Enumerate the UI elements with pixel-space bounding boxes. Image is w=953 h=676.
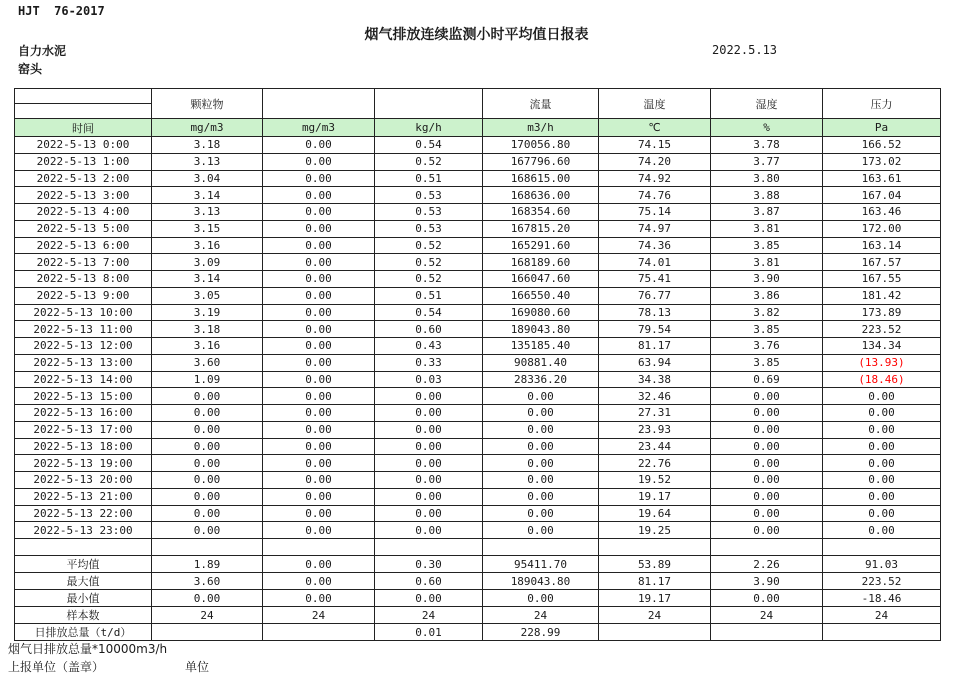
report-date: 2022.5.13 [712,43,778,57]
summary-value-cell: 0.00 [152,590,263,607]
column-group-header: 湿度 [711,89,823,119]
value-cell: 63.94 [599,354,711,371]
time-cell: 2022-5-13 15:00 [15,388,152,405]
value-cell: 19.25 [599,522,711,539]
time-cell: 2022-5-13 17:00 [15,421,152,438]
value-cell: 0.00 [823,505,941,522]
value-cell: 0.00 [375,405,483,422]
value-cell: 168615.00 [483,170,599,187]
time-cell: 2022-5-13 7:00 [15,254,152,271]
value-cell: 0.00 [263,354,375,371]
value-cell: 0.43 [375,338,483,355]
header-corner-bottom [15,104,152,119]
time-cell: 2022-5-13 0:00 [15,137,152,154]
summary-row [15,607,941,624]
time-cell: 2022-5-13 9:00 [15,287,152,304]
time-cell: 2022-5-13 21:00 [15,488,152,505]
value-cell: 163.46 [823,204,941,221]
value-cell: 76.77 [599,287,711,304]
summary-row [15,624,941,641]
value-cell: 74.92 [599,170,711,187]
table-row [15,338,941,355]
value-cell: 0.00 [152,438,263,455]
value-cell: 3.09 [152,254,263,271]
summary-value-cell: 24 [152,607,263,624]
value-cell: 0.00 [152,388,263,405]
value-cell: 0.00 [375,388,483,405]
summary-value-cell [711,624,823,641]
value-cell: 0.00 [375,438,483,455]
table-row [15,388,941,405]
value-cell: 0.00 [823,522,941,539]
value-cell: 163.14 [823,237,941,254]
summary-row [15,573,941,590]
column-group-header: 温度 [599,89,711,119]
value-cell: 0.00 [711,455,823,472]
value-cell: 3.05 [152,287,263,304]
value-cell: 0.00 [263,254,375,271]
summary-value-cell: 1.89 [152,556,263,573]
time-cell: 2022-5-13 18:00 [15,438,152,455]
value-cell: 0.00 [263,153,375,170]
summary-value-cell [152,624,263,641]
value-cell: 22.76 [599,455,711,472]
time-cell: 2022-5-13 19:00 [15,455,152,472]
table-row [15,220,941,237]
value-cell: 0.00 [152,421,263,438]
value-cell: 78.13 [599,304,711,321]
value-cell: 0.00 [823,455,941,472]
time-column-header: 时间 [15,119,152,137]
table-row [15,438,941,455]
value-cell: 3.14 [152,271,263,288]
value-cell: 181.42 [823,287,941,304]
value-cell: 0.00 [263,388,375,405]
value-cell: 0.00 [483,522,599,539]
value-cell: 0.00 [263,338,375,355]
value-cell: 0.51 [375,170,483,187]
value-cell: 0.00 [823,405,941,422]
summary-value-cell: 24 [483,607,599,624]
value-cell: 0.00 [263,304,375,321]
value-cell: 0.00 [263,321,375,338]
value-cell: 0.00 [375,472,483,489]
table-row [15,254,941,271]
value-cell: 0.00 [152,455,263,472]
table-row [15,170,941,187]
value-cell: 0.00 [375,455,483,472]
summary-value-cell: 19.17 [599,590,711,607]
value-cell: 170056.80 [483,137,599,154]
value-cell: 0.53 [375,187,483,204]
header-corner-top [15,89,152,104]
value-cell: 3.13 [152,204,263,221]
time-cell: 2022-5-13 22:00 [15,505,152,522]
value-cell: 0.00 [263,287,375,304]
value-cell: 0.00 [483,505,599,522]
value-cell: 0.00 [263,505,375,522]
time-cell: 2022-5-13 10:00 [15,304,152,321]
value-cell: 3.77 [711,153,823,170]
value-cell: 0.00 [263,220,375,237]
value-cell: 0.00 [263,204,375,221]
table-row [15,287,941,304]
summary-value-cell: 24 [375,607,483,624]
value-cell: 0.54 [375,304,483,321]
table-row [15,472,941,489]
value-cell: 0.51 [375,287,483,304]
value-cell: 3.90 [711,271,823,288]
time-cell: 2022-5-13 13:00 [15,354,152,371]
value-cell: 167.55 [823,271,941,288]
value-cell: 3.88 [711,187,823,204]
value-cell: 0.00 [711,505,823,522]
value-cell: 0.00 [375,505,483,522]
value-cell: 189043.80 [483,321,599,338]
summary-label: 最小值 [15,590,152,607]
value-cell: 0.00 [263,472,375,489]
table-row [15,137,941,154]
summary-value-cell: 95411.70 [483,556,599,573]
value-cell: 0.52 [375,237,483,254]
value-cell: 166047.60 [483,271,599,288]
value-cell: 223.52 [823,321,941,338]
table-row [15,204,941,221]
table-row [15,237,941,254]
value-cell: 3.60 [152,354,263,371]
report-table [14,88,941,641]
value-cell: 0.00 [483,388,599,405]
value-cell: 0.00 [263,137,375,154]
page-title: 烟气排放连续监测小时平均值日报表 [364,27,589,43]
summary-value-cell: 24 [711,607,823,624]
value-cell: 173.02 [823,153,941,170]
value-cell: 3.85 [711,321,823,338]
unit-cell: Pa [823,119,941,137]
summary-row [15,556,941,573]
value-cell: 3.76 [711,338,823,355]
time-cell: 2022-5-13 8:00 [15,271,152,288]
unit-label: 单位 [185,660,210,674]
time-cell: 2022-5-13 11:00 [15,321,152,338]
table-row [15,371,941,388]
value-cell: 0.00 [823,421,941,438]
monitor-point: 窑头 [18,62,43,76]
value-cell: 19.64 [599,505,711,522]
summary-value-cell: -18.46 [823,590,941,607]
value-cell: 0.00 [152,405,263,422]
value-cell: 81.17 [599,338,711,355]
value-cell: 74.15 [599,137,711,154]
column-group-header: 流量 [483,89,599,119]
value-cell: (18.46) [823,371,941,388]
value-cell: 28336.20 [483,371,599,388]
value-cell: 74.76 [599,187,711,204]
value-cell: 163.61 [823,170,941,187]
value-cell: 0.00 [152,505,263,522]
unit-cell: ℃ [599,119,711,137]
value-cell: 0.00 [263,522,375,539]
unit-cell: m3/h [483,119,599,137]
time-cell: 2022-5-13 20:00 [15,472,152,489]
value-cell: 3.82 [711,304,823,321]
table-row [15,354,941,371]
summary-value-cell: 3.60 [152,573,263,590]
time-cell: 2022-5-13 2:00 [15,170,152,187]
summary-label: 最大值 [15,573,152,590]
value-cell: 0.52 [375,153,483,170]
time-cell: 2022-5-13 4:00 [15,204,152,221]
value-cell: 0.00 [375,421,483,438]
value-cell: 19.52 [599,472,711,489]
value-cell: 3.13 [152,153,263,170]
value-cell: 3.15 [152,220,263,237]
value-cell: 0.00 [711,522,823,539]
value-cell: 0.00 [375,488,483,505]
table-row [15,271,941,288]
summary-value-cell: 2.26 [711,556,823,573]
table-row [15,304,941,321]
value-cell: 167796.60 [483,153,599,170]
spacer-row [15,539,941,556]
value-cell: 0.00 [823,388,941,405]
summary-value-cell: 81.17 [599,573,711,590]
value-cell: 0.33 [375,354,483,371]
value-cell: 3.78 [711,137,823,154]
value-cell: 75.41 [599,271,711,288]
value-cell: 3.85 [711,237,823,254]
value-cell: 34.38 [599,371,711,388]
value-cell: 0.53 [375,220,483,237]
table-row [15,488,941,505]
value-cell: 3.86 [711,287,823,304]
value-cell: 3.18 [152,137,263,154]
summary-value-cell: 0.00 [263,590,375,607]
time-cell: 2022-5-13 23:00 [15,522,152,539]
table-row [15,321,941,338]
value-cell: 1.09 [152,371,263,388]
value-cell: 135185.40 [483,338,599,355]
value-cell: 0.00 [263,271,375,288]
value-cell: 167.04 [823,187,941,204]
summary-value-cell: 0.00 [711,590,823,607]
summary-label: 样本数 [15,607,152,624]
column-group-header [375,89,483,119]
empty-cell [823,539,941,556]
summary-value-cell: 0.00 [375,590,483,607]
value-cell: 27.31 [599,405,711,422]
value-cell: 169080.60 [483,304,599,321]
table-row [15,455,941,472]
value-cell: 0.00 [263,421,375,438]
report-unit-label: 上报单位（盖章） [8,660,105,674]
value-cell: 3.04 [152,170,263,187]
value-cell: 0.00 [263,170,375,187]
value-cell: 0.00 [152,472,263,489]
empty-cell [711,539,823,556]
summary-value-cell: 3.90 [711,573,823,590]
value-cell: 168354.60 [483,204,599,221]
value-cell: 0.00 [152,522,263,539]
value-cell: 0.00 [263,438,375,455]
value-cell: 0.00 [263,371,375,388]
summary-value-cell [599,624,711,641]
value-cell: 90881.40 [483,354,599,371]
value-cell: 74.01 [599,254,711,271]
value-cell: 3.14 [152,187,263,204]
time-cell: 2022-5-13 1:00 [15,153,152,170]
summary-value-cell: 24 [263,607,375,624]
value-cell: 0.00 [823,488,941,505]
table-row [15,522,941,539]
value-cell: 0.53 [375,204,483,221]
value-cell: 74.20 [599,153,711,170]
value-cell: 0.00 [263,237,375,254]
empty-cell [375,539,483,556]
value-cell: 0.54 [375,137,483,154]
value-cell: 168636.00 [483,187,599,204]
value-cell: 3.18 [152,321,263,338]
value-cell: 0.52 [375,254,483,271]
value-cell: 0.00 [483,405,599,422]
summary-value-cell: 24 [599,607,711,624]
summary-value-cell: 24 [823,607,941,624]
value-cell: 0.52 [375,271,483,288]
value-cell: 168189.60 [483,254,599,271]
empty-cell [152,539,263,556]
value-cell: 0.00 [823,438,941,455]
value-cell: 0.00 [483,455,599,472]
value-cell: 165291.60 [483,237,599,254]
value-cell: 166.52 [823,137,941,154]
value-cell: 3.16 [152,237,263,254]
company-name: 自力水泥 [18,44,67,58]
empty-cell [599,539,711,556]
empty-cell [15,539,152,556]
value-cell: 0.00 [711,405,823,422]
value-cell: 3.16 [152,338,263,355]
summary-value-cell: 0.30 [375,556,483,573]
summary-value-cell: 0.00 [263,556,375,573]
column-group-header: 压力 [823,89,941,119]
value-cell: 0.00 [483,488,599,505]
value-cell: 0.00 [823,472,941,489]
table-row [15,187,941,204]
value-cell: 0.00 [483,472,599,489]
standard-code: HJT 76-2017 [18,4,105,18]
value-cell: 0.00 [152,488,263,505]
summary-value-cell: 223.52 [823,573,941,590]
value-cell: 32.46 [599,388,711,405]
value-cell: 0.00 [711,472,823,489]
value-cell: 0.00 [263,405,375,422]
value-cell: 0.03 [375,371,483,388]
value-cell: 3.81 [711,220,823,237]
value-cell: 173.89 [823,304,941,321]
value-cell: 75.14 [599,204,711,221]
summary-value-cell [263,624,375,641]
summary-value-cell: 0.60 [375,573,483,590]
value-cell: 3.87 [711,204,823,221]
table-row [15,153,941,170]
value-cell: 0.00 [375,522,483,539]
value-cell: 19.17 [599,488,711,505]
table-row [15,405,941,422]
summary-value-cell: 0.00 [483,590,599,607]
value-cell: 23.93 [599,421,711,438]
column-group-header: 颗粒物 [152,89,263,119]
value-cell: 166550.40 [483,287,599,304]
value-cell: 0.00 [263,187,375,204]
value-cell: 74.36 [599,237,711,254]
value-cell: 0.69 [711,371,823,388]
value-cell: 23.44 [599,438,711,455]
value-cell: 134.34 [823,338,941,355]
summary-label: 日排放总量（t/d） [15,624,152,641]
summary-value-cell: 91.03 [823,556,941,573]
footer-note: 烟气日排放总量*10000m3/h [8,642,168,656]
value-cell: 167815.20 [483,220,599,237]
time-cell: 2022-5-13 5:00 [15,220,152,237]
value-cell: 0.00 [711,421,823,438]
table-row [15,505,941,522]
empty-cell [483,539,599,556]
unit-cell: kg/h [375,119,483,137]
unit-cell: % [711,119,823,137]
value-cell: 0.00 [483,421,599,438]
unit-cell: mg/m3 [152,119,263,137]
value-cell: 79.54 [599,321,711,338]
value-cell: 3.85 [711,354,823,371]
column-group-header [263,89,375,119]
empty-cell [263,539,375,556]
time-cell: 2022-5-13 14:00 [15,371,152,388]
time-cell: 2022-5-13 12:00 [15,338,152,355]
unit-cell: mg/m3 [263,119,375,137]
summary-label: 平均值 [15,556,152,573]
value-cell: 0.00 [711,488,823,505]
value-cell: 3.81 [711,254,823,271]
time-cell: 2022-5-13 16:00 [15,405,152,422]
value-cell: 167.57 [823,254,941,271]
summary-value-cell: 53.89 [599,556,711,573]
summary-value-cell [823,624,941,641]
value-cell: 3.19 [152,304,263,321]
value-cell: 0.00 [711,438,823,455]
value-cell: 0.60 [375,321,483,338]
value-cell: 0.00 [483,438,599,455]
value-cell: (13.93) [823,354,941,371]
value-cell: 0.00 [263,488,375,505]
time-cell: 2022-5-13 6:00 [15,237,152,254]
value-cell: 172.00 [823,220,941,237]
value-cell: 0.00 [263,455,375,472]
value-cell: 0.00 [711,388,823,405]
summary-value-cell: 189043.80 [483,573,599,590]
table-row [15,421,941,438]
summary-value-cell: 0.01 [375,624,483,641]
value-cell: 74.97 [599,220,711,237]
summary-value-cell: 0.00 [263,573,375,590]
value-cell: 3.80 [711,170,823,187]
summary-value-cell: 228.99 [483,624,599,641]
time-cell: 2022-5-13 3:00 [15,187,152,204]
summary-row [15,590,941,607]
